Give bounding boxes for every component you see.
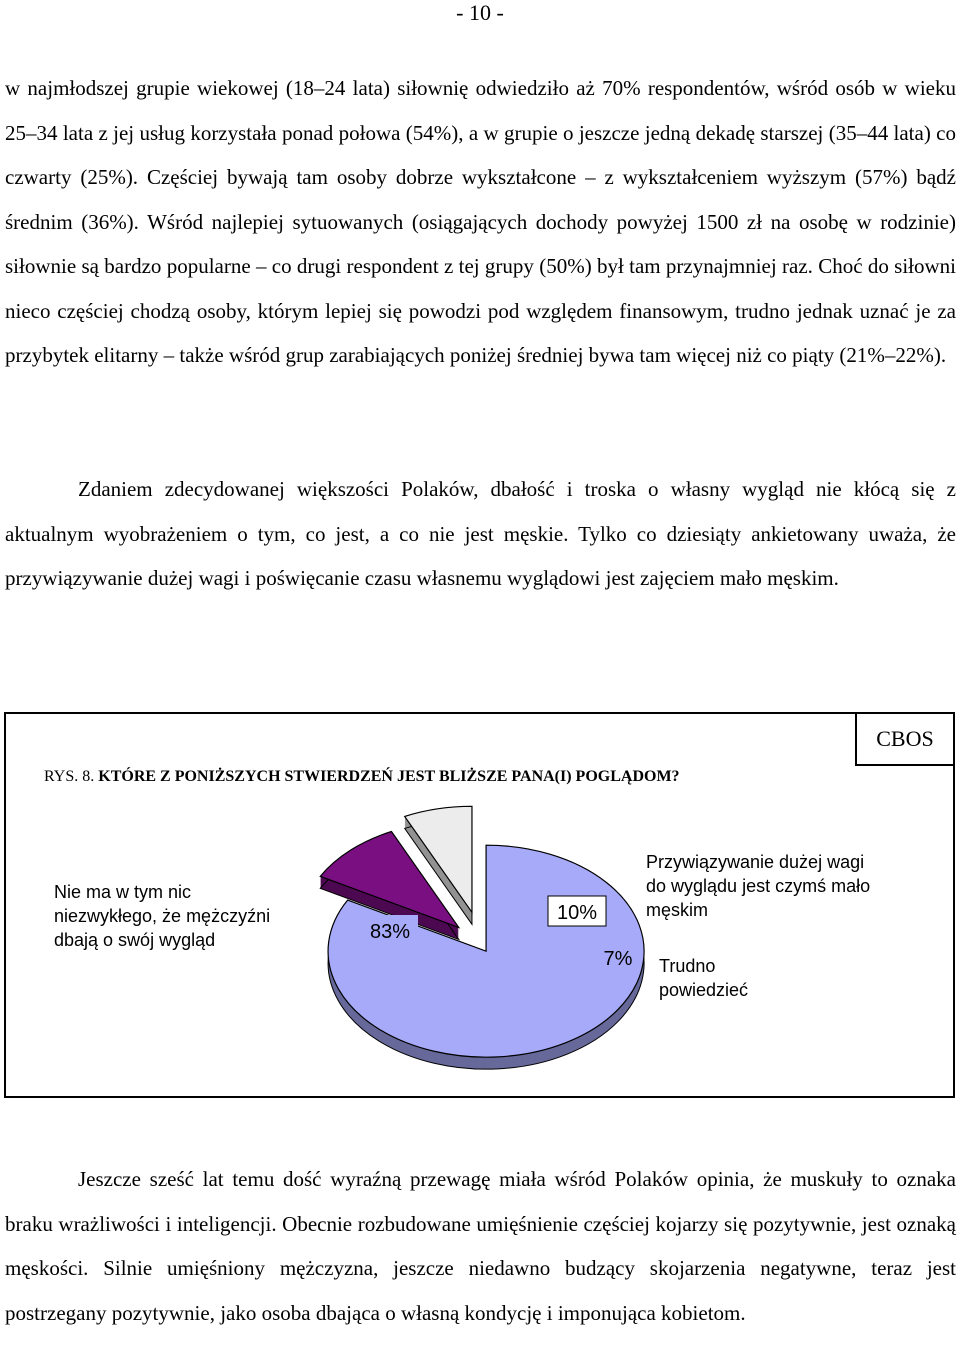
- slice-label: Przywiązywanie dużej wagi do wyglądu jest czymś mało męskim: [646, 852, 871, 920]
- page-number: - 10 -: [456, 0, 504, 25]
- paragraph: Jeszcze sześć lat temu dość wyraźną przewagę miała wśród Polaków opinia, że muskuły to oznaka braku wrażliwości i inteligencji. Obecnie rozbudowane umięśnienie częściej kojarzy się pozytywnie, jest oznaką męskości. Silnie umięśniony mężczyzna, jeszcze niedawno budzący skojarzenia negatywne, teraz jest postrzegany pozytywnie, jako osoba dbająca o własną kondycję i imponująca kobietom.: [5, 1167, 956, 1325]
- slice-value-label: [548, 896, 606, 926]
- source-badge: CBOS: [855, 712, 955, 766]
- figure-title: KTÓRE Z PONIŻSZYCH STWIERDZEŃ JEST BLIŻSZE PANA(I) POGLĄDOM?: [98, 768, 680, 785]
- slice-label: Nie ma w tym nic niezwykłego, że mężczyźni dbają o swój wygląd: [54, 882, 271, 950]
- slice-value-text: 83%: [369, 921, 411, 943]
- paragraph: Zdaniem zdecydowanej większości Polaków, dbałość i troska o własny wygląd nie kłócą się z aktualnym wyobrażeniem o tym, co jest, a co nie jest męskie. Tylko co dziesiąty ankietowany uważa, że przywiązywanie dużej wagi i poświęcanie czasu własnemu wyglądowi jest zajęciem mało męskim.: [5, 477, 956, 590]
- slice-label: Trudno powiedzieć: [659, 956, 749, 1000]
- slice-value-label: [362, 915, 418, 945]
- slice-value-text: 10%: [556, 902, 598, 924]
- slice-value-text: 7%: [603, 948, 633, 970]
- figure-frame: [4, 712, 955, 1098]
- slice-value-label: [604, 948, 633, 970]
- pie-chart: [6, 714, 953, 1096]
- figure-number: RYS. 8.: [44, 768, 95, 785]
- paragraph: w najmłodszej grupie wiekowej (18–24 lata) siłownię odwiedziło aż 70% respondentów, wśród osób w wieku 25–34 lata z jej usług korzystała ponad połowa (54%), a w grupie o jeszcze jedną dekadę starszej (35–44 lata) co czwarty (25%). Częściej bywają tam osoby dobrze wykształcone – z wykształceniem wyższym (57%) bądź średnim (36%). Wśród najlepiej sytuowanych (osiągających dochody powyżej 1500 zł na osobę w rodzinie) siłownie są bardzo popularne – co drugi respondent z tej grupy (50%) był tam przynajmniej raz. Choć do siłowni nieco częściej chodzą osoby, którym lepiej się powodzi pod względem finansowym, trudno jednak uznać je za przybytek elitarny – także wśród grup zarabiających poniżej średniej bywa tam więcej niż co piąty (21%–22%).: [5, 76, 956, 367]
